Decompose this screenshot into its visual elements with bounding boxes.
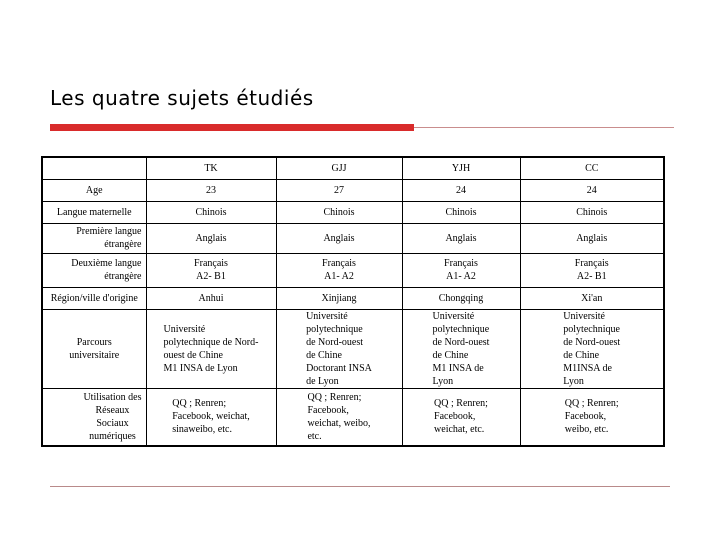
cell-line: QQ ; Renren;: [172, 398, 227, 410]
cell-line: polytechnique: [563, 323, 620, 335]
header-cell: YJH: [402, 157, 520, 179]
row-label-line: étrangère: [104, 239, 142, 250]
table-row: [42, 388, 664, 446]
table-cell: Anglais: [402, 223, 520, 253]
cell-line: Facebook, weichat,: [172, 411, 250, 423]
row-label: [42, 388, 146, 446]
cell-line: ouest de Chine: [163, 349, 223, 361]
row-label-line: Sociaux: [96, 417, 129, 429]
table-cell: [276, 388, 402, 446]
row-label: [42, 309, 146, 388]
table-cell: [402, 253, 520, 287]
table-cell: Chongqing: [402, 287, 520, 309]
table-row: [42, 287, 664, 309]
table-cell: Chinois: [276, 201, 402, 223]
cell-line: sinaweibo, etc.: [172, 424, 232, 436]
table-row: [42, 253, 664, 287]
cell-line: Lyon: [432, 375, 454, 387]
cell-line: de Chine: [432, 349, 469, 361]
row-label-line: étrangère: [104, 271, 142, 282]
table-cell: [402, 309, 520, 388]
row-label: [42, 253, 146, 287]
row-label-line: Parcours: [76, 336, 112, 348]
cell-line: M1INSA de: [563, 362, 612, 374]
table-cell: 23: [146, 179, 276, 201]
table-cell: Xinjiang: [276, 287, 402, 309]
cell-line: QQ ; Renren;: [434, 398, 488, 410]
cell-line: Université: [163, 323, 206, 335]
table-header-row: [42, 157, 664, 179]
cell-line: de Nord-ouest: [306, 336, 364, 348]
table-cell: [146, 309, 276, 388]
table-cell: [520, 388, 664, 446]
slide-title: Les quatre sujets étudiés: [50, 86, 314, 110]
cell-line: weichat, etc.: [434, 424, 485, 436]
header-empty-cell: [42, 157, 146, 179]
table-cell: [276, 253, 402, 287]
table-cell: 24: [402, 179, 520, 201]
table-cell: [146, 253, 276, 287]
cell-line: Université: [432, 310, 475, 322]
table-cell: [520, 309, 664, 388]
cell-line: Lyon: [563, 375, 584, 387]
header-cell: CC: [520, 157, 664, 179]
row-label: Age: [42, 179, 146, 201]
cell-line: M1 INSA de: [432, 362, 484, 374]
cell-line: de Nord-ouest: [432, 336, 490, 348]
cell-line: A2- B1: [196, 271, 226, 282]
cell-line: Français: [322, 258, 356, 269]
cell-line: Facebook,: [307, 404, 349, 416]
table-cell: 24: [520, 179, 664, 201]
header-cell: TK: [146, 157, 276, 179]
cell-line: M1 INSA de Lyon: [163, 362, 238, 374]
table-row: [42, 201, 664, 223]
row-label-line: Première langue: [76, 226, 142, 237]
table-cell: Anglais: [146, 223, 276, 253]
table-cell: Anglais: [520, 223, 664, 253]
table-cell: Chinois: [520, 201, 664, 223]
cell-line: QQ ; Renren;: [564, 398, 619, 410]
cell-line: polytechnique de Nord-: [163, 336, 259, 348]
header-cell: GJJ: [276, 157, 402, 179]
cell-line: polytechnique: [306, 323, 363, 335]
cell-line: Université: [563, 310, 605, 322]
cell-line: de Chine: [563, 349, 600, 361]
cell-line: weibo, etc.: [564, 424, 609, 436]
cell-line: A1- A2: [446, 271, 476, 282]
cell-line: Français: [574, 258, 609, 269]
cell-line: A2- B1: [576, 271, 607, 282]
table-cell: [146, 388, 276, 446]
row-label: [42, 223, 146, 253]
row-label-line: Utilisation des: [83, 391, 142, 403]
cell-line: Français: [194, 258, 228, 269]
row-label: Région/ville d'origine: [42, 287, 146, 309]
table-cell: Chinois: [402, 201, 520, 223]
cell-line: A1- A2: [324, 271, 354, 282]
title-accent-bar: [50, 124, 414, 131]
table-cell: [520, 253, 664, 287]
table-cell: Anglais: [276, 223, 402, 253]
row-label-line: numériques: [89, 430, 136, 442]
table-cell: Anhui: [146, 287, 276, 309]
cell-line: Facebook,: [434, 411, 476, 423]
table-cell: 27: [276, 179, 402, 201]
table-row: [42, 223, 664, 253]
cell-line: Facebook,: [564, 411, 607, 423]
cell-line: weichat, weibo,: [307, 417, 371, 429]
row-label-line: universitaire: [69, 349, 120, 361]
cell-line: de Lyon: [306, 375, 339, 387]
table-row: [42, 309, 664, 388]
row-label-line: Réseaux: [95, 404, 130, 416]
table-cell: Chinois: [146, 201, 276, 223]
cell-line: Français: [444, 258, 478, 269]
table-cell: [276, 309, 402, 388]
table-cell: [402, 388, 520, 446]
cell-line: de Nord-ouest: [563, 336, 621, 348]
cell-line: de Chine: [306, 349, 342, 361]
cell-line: Université: [306, 310, 348, 322]
subjects-table: [41, 156, 665, 447]
cell-line: polytechnique: [432, 323, 490, 335]
table-cell: Xi'an: [520, 287, 664, 309]
cell-line: etc.: [307, 430, 322, 442]
title-underline: [414, 127, 674, 128]
table-row: [42, 179, 664, 201]
cell-line: Doctorant INSA: [306, 362, 372, 374]
cell-line: QQ ; Renren;: [307, 391, 362, 403]
row-label-line: Deuxième langue: [71, 258, 142, 269]
row-label: Langue maternelle: [42, 201, 146, 223]
footer-divider: [50, 486, 670, 487]
